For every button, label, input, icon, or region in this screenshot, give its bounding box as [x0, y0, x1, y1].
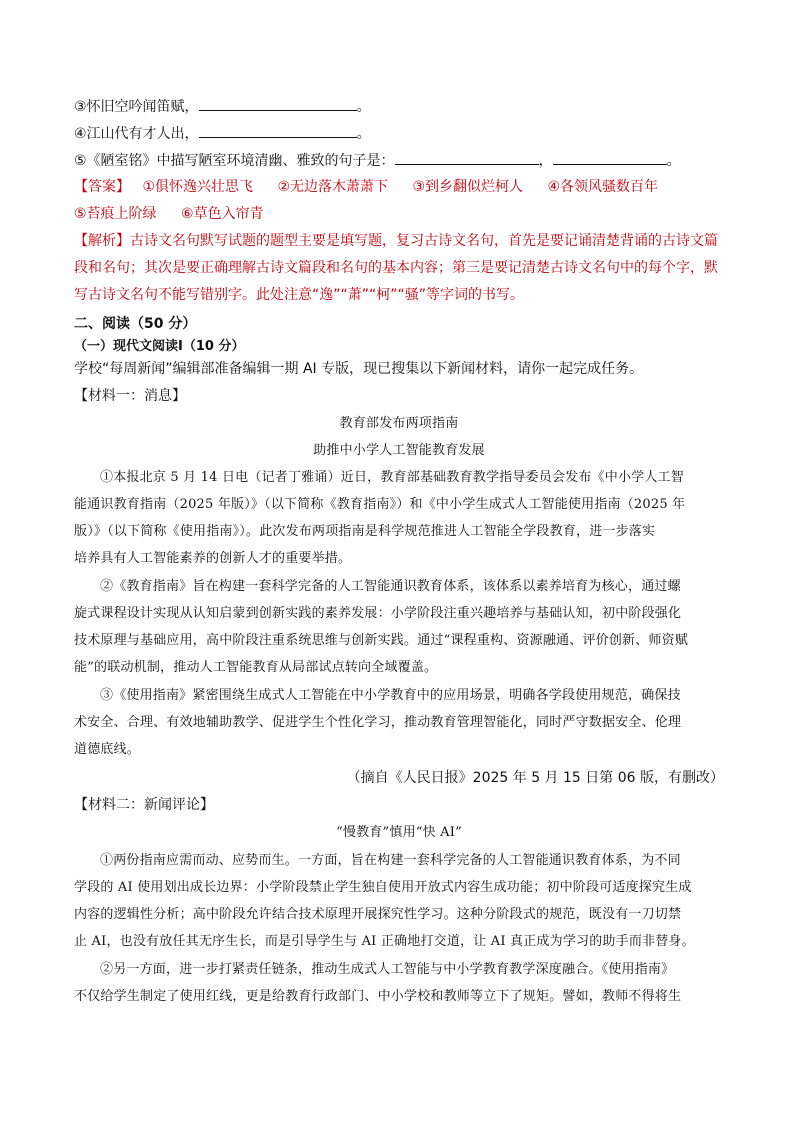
question-4: [74, 123, 724, 144]
section-title: 二、阅读（50 分）: [74, 316, 197, 332]
answer-item: ①俱怀逸兴壮思飞: [142, 179, 254, 195]
material-1-p1-line: 版）》（以下简称《使用指南》）。此次发布两项指南是科学规范推进人工智能全学段教育，进一步落实: [74, 524, 656, 539]
answer-line-2: [74, 204, 724, 224]
material-1-subtitle: 助推中小学人工智能教育发展: [313, 443, 485, 458]
analysis-line-2: 段和名句；其次是要正确理解古诗文篇段和名句的基本内容；第三是要记清楚古诗文名句中的每个字，默: [74, 260, 718, 276]
material-1-p3-line: 术安全、合理、有效地辅助教学、促进学生个性化学习，推动教育管理智能化，同时严守数据安全、伦理: [74, 715, 682, 730]
material-1-source: （摘自《人民日报》2025 年 5 月 15 日第 06 版，有删改）: [346, 770, 724, 786]
material-1-p2-line: 技术原理与基础应用，高中阶段注重系统思维与创新实践。通过“课程重构、资源融通、评价创新、师资赋: [74, 633, 689, 648]
q5-comma: ，: [538, 153, 553, 169]
analysis-line-1: [74, 231, 724, 251]
answer-blank[interactable]: [199, 123, 357, 138]
subsection-title: （一）现代文阅读Ⅰ（10 分）: [74, 339, 245, 354]
analysis-line-3: 写古诗文名句不能写错别字。此处注意“逸”“萧”“柯”“骚”等字词的书写。: [74, 287, 525, 303]
answer-blank[interactable]: [395, 150, 539, 165]
analysis-label: 【解析】: [74, 233, 130, 249]
question-5: [74, 150, 724, 171]
q3-text: ③怀旧空吟闻笛赋，: [74, 99, 199, 115]
material-1-p2-line: 旋式课程设计实现从认知启蒙到创新实践的素养发展：小学阶段注重兴趣培养与基础认知，初中阶段强化: [74, 606, 682, 621]
material-2-p2-line: ②另一方面，进一步打紧责任链条，推动生成式人工智能与中小学教育教学深度融合。《使用指南》: [100, 962, 675, 977]
material-2-p1-line: 止 AI，也没有放任其无序生长，而是引导学生与 AI 正确地打交道，让 AI 真正成为学习的助手而非替身。: [74, 934, 695, 949]
answer-label: 【答案】: [74, 179, 130, 195]
material-2-title: “慢教育”慎用“快 AI”: [336, 825, 462, 840]
section-intro: 学校“每周新闻”编辑部准备编辑一期 AI 专版，现已搜集以下新闻材料，请你一起完成任务。: [74, 361, 644, 377]
material-1-p1-line: ①本报北京 5 月 14 日电（记者丁雅诵）近日，教育部基础教育教学指导委员会发布《中小学人工智: [100, 470, 684, 485]
answer-item: ③到乡翻似烂柯人: [412, 179, 524, 195]
analysis-text: 古诗文名句默写试题的题型主要是填写题，复习古诗文名句，首先是要记诵清楚背诵的古诗文篇: [130, 233, 718, 249]
answer-blank[interactable]: [199, 96, 357, 111]
material-1-p1-line: 培养具有人工智能素养的创新人才的重要举措。: [74, 551, 352, 566]
answer-item: ④各领风骚数百年: [547, 179, 659, 195]
material-2-p2-line: 不仅给学生制定了使用红线，更是给教育行政部门、中小学校和教师等立下了规矩。譬如，教师不得将生: [74, 989, 682, 1004]
q5-text: ⑤《陋室铭》中描写陋室环境清幽、雅致的句子是：: [74, 153, 395, 169]
answer-item: ⑤苔痕上阶绿: [74, 206, 157, 222]
material-1-label: 【材料一：消息】: [74, 388, 186, 404]
question-3: [74, 96, 724, 117]
material-2-label: 【材料二：新闻评论】: [74, 797, 214, 813]
answer-blank[interactable]: [553, 150, 667, 165]
q4-text: ④江山代有才人出，: [74, 126, 199, 142]
material-1-p3-line: ③《使用指南》紧密围绕生成式人工智能在中小学教育中的应用场景，明确各学段使用规范，确保技: [100, 688, 681, 703]
material-2-p1-line: 内容的逻辑性分析；高中阶段允许结合技术原理开展探究性学习。这种分阶段式的规范，既没有一刀切禁: [74, 907, 682, 922]
answer-line-1: [74, 177, 724, 197]
q5-period: 。: [666, 153, 681, 169]
q3-period: 。: [356, 99, 371, 115]
material-2-p1-line: 学段的 AI 使用划出成长边界：小学阶段禁止学生独自使用开放式内容生成功能；初中阶段可适度探究生成: [74, 880, 692, 895]
q4-period: 。: [356, 126, 371, 142]
answer-item: ⑥草色入帘青: [181, 206, 264, 222]
material-2-p1-line: ①两份指南应需而动、应势而生。一方面，旨在构建一套科学完备的人工智能通识教育体系，为不同: [100, 853, 681, 868]
answer-item: ②无边落木萧萧下: [277, 179, 389, 195]
material-1-p2-line: ②《教育指南》旨在构建一套科学完备的人工智能通识教育体系，该体系以素养培育为核心，通过螺: [100, 579, 681, 594]
material-1-p1-line: 能通识教育指南（2025 年版）》（以下简称《教育指南》）和《中小学生成式人工智能使用指南（2025 年: [74, 497, 686, 512]
material-1-p2-line: 能”的联动机制，推动人工智能教育从局部试点转向全域覆盖。: [74, 660, 438, 675]
material-1-p3-line: 道德底线。: [74, 742, 141, 757]
material-1-title: 教育部发布两项指南: [339, 416, 459, 431]
